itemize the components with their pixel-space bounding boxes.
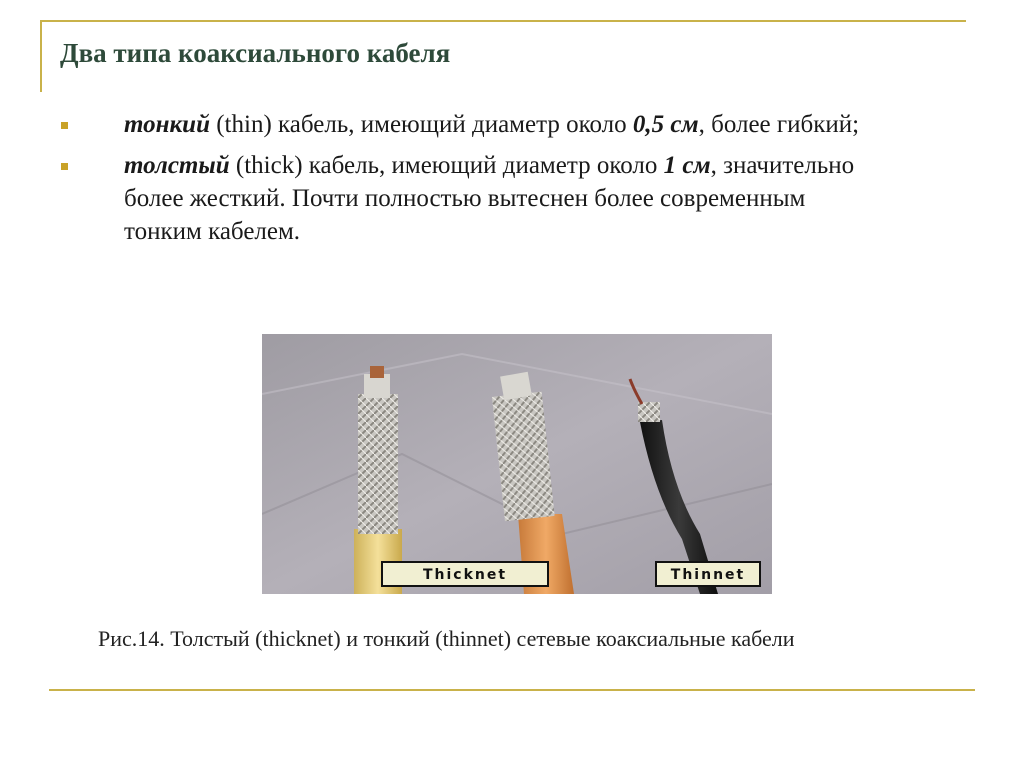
- slide-title: Два типа коаксиального кабеля: [60, 38, 451, 68]
- bullet-square-icon: [61, 122, 68, 129]
- figure-caption: Рис.14. Толстый (thicknet) и тонкий (thinnet) сетевые коаксиальные кабели: [98, 626, 795, 651]
- bullet-list: [58, 108, 888, 256]
- thinnet-label: [656, 562, 760, 586]
- thicknet-label: [382, 562, 548, 586]
- top-divider: [40, 20, 966, 22]
- cable-photo: [262, 334, 772, 594]
- bullet-text: (thick) кабель, имеющий диаметр около: [229, 152, 664, 179]
- bullet-item-thick: [58, 149, 888, 248]
- term-thin: тонкий: [124, 111, 210, 138]
- thicknet-yellow-cable: [354, 366, 402, 594]
- left-divider: [40, 20, 42, 92]
- bullet-text: , значительно более жесткий. Почти полностью вытеснен более современным тонким кабелем.: [124, 152, 855, 245]
- bullet-text: (thin) кабель, имеющий диаметр около: [209, 111, 633, 138]
- bullet-square-icon: [61, 163, 68, 170]
- svg-text:Thicknet: Thicknet: [422, 567, 508, 583]
- svg-text:Thinnet: Thinnet: [670, 567, 746, 583]
- value-thick: 1 см: [663, 152, 711, 179]
- value-thin: 0,5 см: [632, 111, 699, 138]
- bottom-divider: [49, 689, 975, 691]
- bullet-text: , более гибкий;: [698, 111, 860, 138]
- term-thick: толстый: [124, 152, 230, 179]
- bullet-item-thin: [58, 108, 888, 141]
